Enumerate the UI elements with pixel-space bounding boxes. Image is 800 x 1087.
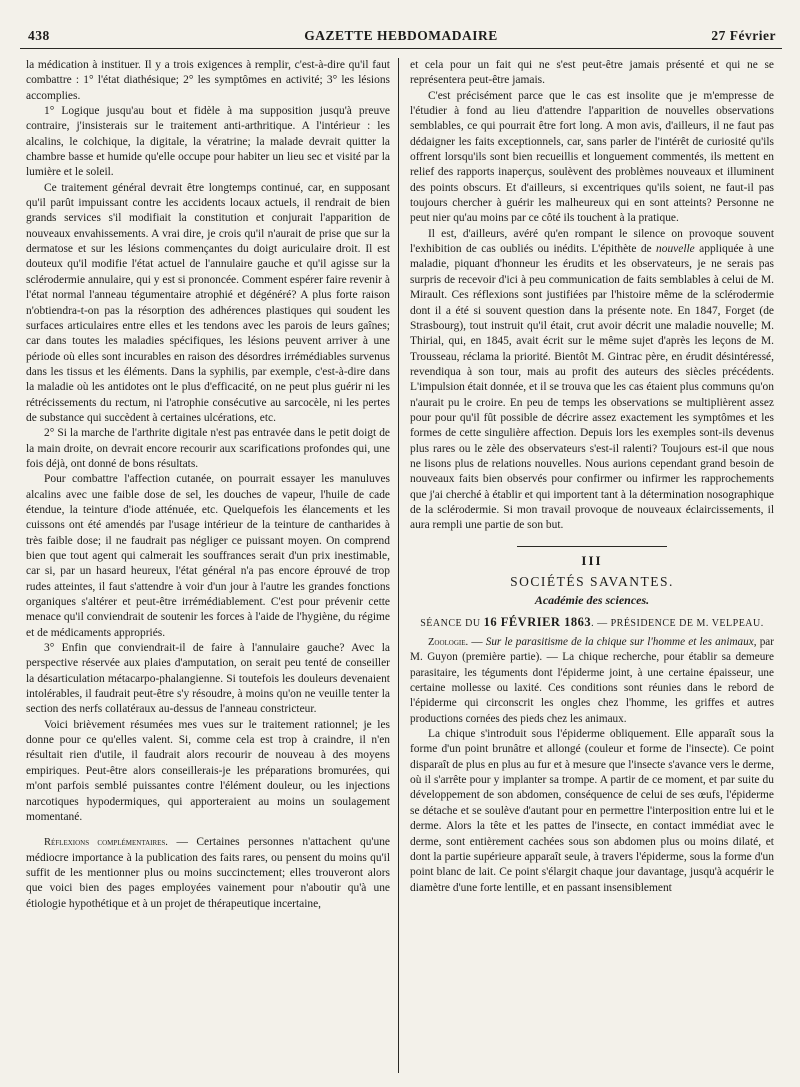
- section-number: III: [581, 552, 603, 568]
- paragraph: et cela pour un fait qui ne s'est peut-être jamais présenté et qui ne se représentera peut-être jamais.: [410, 59, 774, 87]
- section-rule: [517, 546, 667, 547]
- paragraph-reflexions: [26, 835, 390, 912]
- journal-title: GAZETTE HEBDOMADAIRE: [304, 28, 498, 43]
- reflexions-text: — Certaines personnes n'attachent qu'une médiocre importance à la publication des faits rares, ou pensent du moins qu'il suffit de les mentionner plus ou moins succinctement; elles trouveront alors que voici bien des pages employées vainement pour n'aboutir qu'à une étiologie hypothétique et à un projet de thérapeutique incertaine,: [26, 836, 390, 910]
- paragraph: 1° Logique jusqu'au bout et fidèle à ma supposition jusqu'à preuve contraire, j'insisterais sur le traitement anti-arthritique. A l'intérieur : les alcalins, le colchique, la digitale, la vératrine; la malade devrait quitter la chambre basse et humide qu'elle occupe pour habiter un lieu sec et visité par la lumière et le soleil.: [26, 105, 390, 179]
- paragraph: 3° Enfin que conviendrait-il de faire à l'annulaire gauche? Avec la perspective réservée aux plaies d'amputation, on serait peu tenté de conseiller la désarticulation métacarpo-phalangienne. Si toutefois les douleurs devenaient intolérables, il faudrait peut-être s'y résoudre, à moins qu'on ne veuille tenter la section des nerfs collatéraux au-dessus de l'anneau constricteur.: [26, 642, 390, 716]
- paragraph: C'est précisément parce que le cas est insolite que je m'empresse de l'étudier à fond au lieu d'attendre l'apparition de nouvelles observations semblables, ce qui pourrait être fort long. A mon avis, d'ailleurs, il ne faut pas dédaigner les faits exceptionnels, car, sans parler de l'intérêt de curiosité qu'ils offrent lorsqu'ils sont bien recueillis et longuement commentés, ils mettent en relief des rapports inaperçus, soulèvent des problèmes nouveaux et illuminent des points obscurs. Et d'ailleurs, si excentriques qu'ils soient, ne faut-il pas toujours chercher à guérir les malheureux qui en sont atteints? Personne ne peut nier qu'au moins par ce côté ils touchent à la pratique.: [410, 89, 774, 225]
- paragraph: [410, 227, 774, 534]
- issue-date: 27 Février: [711, 28, 776, 43]
- paragraph: la médication à instituer. Il y a trois exigences à remplir, c'est-à-dire qu'il faut combattre : 1° l'état diathésique; 2° les symptômes en activité; 3° les lésions accomplies.: [26, 59, 390, 102]
- seance-suffix: . — PRÉSIDENCE DE M. VELPEAU.: [591, 617, 764, 629]
- zoologie-lead: Zoologie.: [428, 637, 469, 649]
- seance-date: 16 FÉVRIER 1863: [483, 614, 592, 629]
- text-run: appliquée à une maladie, piquant d'honneur les érudits et les observateurs, je ne serais pas surpris de recevoir d'ici à peu communication de faits semblables à celui de M. Mirault. Ces réflexions sont justifiées par l'histoire même de la sclérodermie dont il a été si souvent question dans la présente note. En 1847, Forget (de Strasbourg), tout instruit qu'il était, crut avoir décrit une maladie nouvelle; M. Thirial, qui, en 1845, avait écrit sur le même sujet d'après les leçons de M. Trousseau, réclama la priorité. Bientôt M. Gintrac père, en érudit désintéressé, revendiqua à son tour, mais au profit des auteurs des siècles précédents. L'impulsion était donnée, et il se trouva que les cas étaient plus communs qu'on n'aurait pu le croire. En peu de temps les observations se multiplièrent assez pour pour qu'il fût possible de décrire assez exactement les symptômes et les formes de cette singulière affection. Depuis lors les exemples sont-ils devenus plus rares ou le zèle des observateurs s'est-il ralenti? Toujours est-il que nous ne lisons plus de relations nouvelles. Nous aurions cependant grand besoin de nouveaux faits bien observés pour confirmer ou infirmer les rapprochements que j'ai cherché à établir et qui importent tant à la détermination nosographique de la sclérodermie. Si mon travail provoque de nouveaux éclaircissements, il aura rempli une partie de son but.: [410, 243, 774, 532]
- reflexions-lead: Réflexions complémentaires.: [44, 837, 168, 849]
- text-run-italic: nouvelle: [656, 243, 695, 256]
- zoologie-text: , par M. Guyon (première partie). — La chique recherche, pour établir sa demeure parasitaire, les téguments dont l'épiderme joint, à une certaine épaisseur, une certaine mollesse ou laxité. Ces conditions sont réunies dans le rebord de l'épiderme qui circonscrit les ongles chez l'homme, les griffes et autres productions cornées des pieds chez les animaux.: [410, 636, 774, 725]
- paragraph: Ce traitement général devrait être longtemps continué, car, en supposant qu'il parût impuissant contre les accidents locaux actuels, il rendrait de bien grands services s'il modifiait la constitution et conjurait l'apparition de nouveaux envahissements. A vrai dire, je crois qu'il n'aurait de prise que sur la dermatose et sur les lésions commençantes du doigt auriculaire droit. Il est douteux qu'il modifie l'état actuel de l'annulaire gauche et qu'il agisse sur la sclérodermie annulaire, qui y est si prononcée. Comment espérer faire revenir à l'état normal l'anneau tégumentaire atrophié et dégénéré? A plus forte raison n'obtiendra-t-on pas la résorption des adhérences plastiques qui soudent les surfaces articulaires entre elles et les tendons avec les parois de leurs gaînes; car dans toutes les maladies spécifiques, les lésions peuvent arriver à une période où elles sont incurables en raison des désordres irrémédiables survenus dans les tissus et les éléments. Dans la syphilis, par exemple, c'est-à-dire dans la maladie où les antidotes ont le plus d'efficacité, on ne peut plus guérir ni les rétrécissements du rectum, ni l'atrophie consécutive au sarcocèle, ni les pertes de substance qui succèdent à certaines ulcérations, etc.: [26, 181, 390, 424]
- zoologie-title: Sur le parasitisme de la chique sur l'homme et les animaux: [485, 636, 754, 649]
- paragraph: 2° Si la marche de l'arthrite digitale n'est pas entravée dans le petit doigt de la main droite, on devrait encore recourir aux scarifications profondes qui, une fois déjà, ont donné de bons résultats.: [26, 427, 390, 470]
- page-number: 438: [28, 28, 50, 43]
- paragraph: La chique s'introduit sous l'épiderme obliquement. Elle apparaît sous la forme d'un point brunâtre et allongé (couleur et forme de l'insecte). Ce point disparaît de plus en plus au fur et à mesure que l'insecte s'avance vers le derme, où il s'arrête pour y implanter sa trompe. A partir de ce moment, et par suite du développement de son abdomen, conséquence de celui de ses œufs, l'épiderme se détache et se soulève d'autant pour en permettre l'interposition entre lui et le derme. Alors la tête et les pattes de l'insecte, en contact immédiat avec le derme, sont entièrement cachées sous son abdomen plus ou moins dilaté, et dont la partie supérieure apparaît seule, à travers l'épiderme, sous la forme d'un point blanc de lait. Ce point s'élargit chaque jour davantage, jusqu'à acquérir le diamètre d'une forte lentille, et en passant insensiblement: [410, 728, 774, 894]
- seance-prefix: SÉANCE DU: [420, 617, 484, 629]
- paragraph: Voici brièvement résumées mes vues sur le traitement rationnel; je les donne pour ce qu'elles valent. Si, comme cela est trop à craindre, il n'en résultait rien d'utile, il faudrait alors recourir de nouveau à des moyens empiriques. Peut-être alors conseillerais-je les préparations bromurées, qui m'ont parfois semblé puissantes contre l'élément douleur, ou les injections narcotiques hypodermiques, qui apporteraient au moins un soulagement momentané.: [26, 718, 390, 823]
- right-column: [410, 58, 774, 1073]
- paragraph: Pour combattre l'affection cutanée, on pourrait essayer les manuluves alcalins avec une faible dose de sel, les douches de vapeur, l'huile de cade étendue, la teinture d'iode atténuée, etc. Quelquefois les élancements et les cuissons ont été amendés par l'usage intérieur de la teinture de cantharides à très faible dose; il ne faudrait pas négliger ce puissant moyen. On comprend bien que tout agent qui calmerait les souffrances serait d'un prix inestimable, car si, par un hasard heureux, l'état général n'a pas encore éprouvé de trop rudes atteintes, il faut s'attendre à voir d'un jour à l'autre les grandes fonctions organiques s'altérer et peut-être irrémédiablement. C'est pour prévenir cette menace qu'il conviendrait de soutenir les forces à l'aide de l'hygiène, du régime et de médicaments appropriés.: [26, 473, 390, 639]
- page-header: [20, 24, 782, 49]
- text-run: Il est, d'ailleurs, avéré qu'en rompant le silence on provoque souvent l'exhibition de cas oubliés ou inédits. L'épithète de: [410, 227, 774, 256]
- section-title: SOCIÉTÉS SAVANTES.: [510, 574, 674, 589]
- academy-heading: Académie des sciences.: [534, 593, 650, 608]
- left-column: [26, 58, 390, 1073]
- seance-line: [410, 615, 774, 631]
- column-divider: [398, 58, 399, 1073]
- zoologie-paragraph: Zoologie. — Sur le parasitisme de la chique sur l'homme et les animaux, par M. Guyon (première partie). — La chique recherche, pour établir sa demeure parasitaire, les téguments dont l'épiderme joint, à une certaine épaisseur, une certaine mollesse ou laxité. Ces conditions sont réunies dans le rebord de l'épiderme qui circonscrit les ongles chez l'homme, les griffes et autres productions cornées des pieds chez les animaux.: [410, 636, 774, 725]
